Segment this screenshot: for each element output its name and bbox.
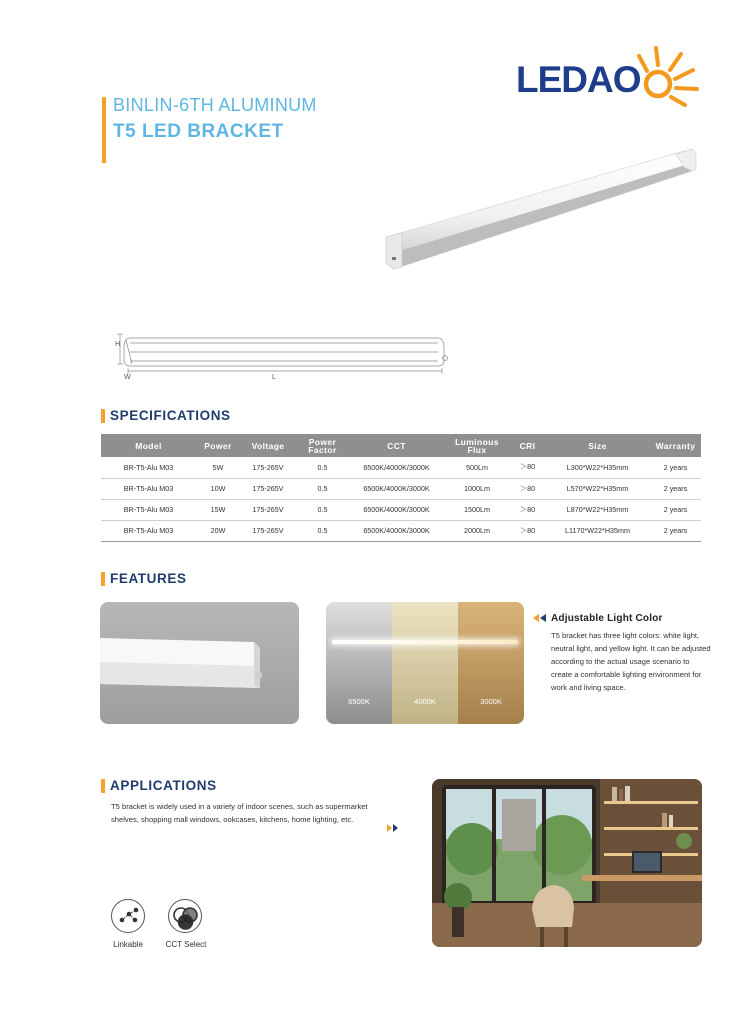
ledao-logo	[516, 42, 701, 108]
cell-warranty: 2 years	[650, 457, 701, 478]
cell-warranty: 2 years	[650, 478, 701, 499]
cell-cri: ＞80	[510, 520, 545, 541]
cell-power: 20W	[196, 520, 240, 541]
product-image	[380, 145, 700, 280]
cell-flux: 1000Lm	[444, 478, 510, 499]
spec-header-row	[101, 434, 701, 457]
cell-model: BR-T5-Alu M03	[101, 499, 196, 520]
title-line-1: BINLIN-6TH ALUMINUM	[113, 95, 317, 115]
cell-cri: ＞80	[510, 457, 545, 478]
spec-table	[101, 434, 701, 542]
sun-icon	[631, 42, 701, 108]
cct-label: 3000K	[480, 697, 502, 706]
col-header: Size	[545, 434, 650, 457]
title-accent-bar	[102, 97, 106, 163]
title-line-2: T5 LED BRACKET	[113, 121, 284, 142]
cell-cri: ＞80	[510, 499, 545, 520]
specifications-title: SPECIFICATIONS	[110, 408, 231, 423]
features-accent-bar	[101, 572, 105, 586]
col-header: CCT	[349, 434, 444, 457]
col-header: Model	[101, 434, 196, 457]
cct-comparison-image	[326, 602, 524, 724]
cell-flux: 2000Lm	[444, 520, 510, 541]
applications-accent-bar	[101, 779, 105, 793]
col-header: Warranty	[650, 434, 701, 457]
cct-panel-4000k	[392, 602, 458, 724]
dim-h-label: H	[115, 341, 121, 348]
cell-cri: ＞80	[510, 478, 545, 499]
dim-l-label: L	[272, 374, 276, 381]
cell-voltage: 175-265V	[240, 499, 296, 520]
cell-model: BR-T5-Alu M03	[101, 478, 196, 499]
double-arrow-left-icon	[533, 614, 547, 622]
double-arrow-right-icon	[387, 824, 399, 832]
cct-panel-3000k	[458, 602, 524, 724]
cell-voltage: 175-265V	[240, 520, 296, 541]
cell-cct: 6500K/4000K/3000K	[349, 478, 444, 499]
cell-power-factor: 0.5	[296, 499, 349, 520]
cct-select-icon	[169, 900, 203, 934]
cell-flux: 500Lm	[444, 457, 510, 478]
cell-power-factor: 0.5	[296, 478, 349, 499]
cct-select-badge	[168, 899, 202, 933]
cct-label: 6500K	[348, 697, 370, 706]
cell-cct: 6500K/4000K/3000K	[349, 499, 444, 520]
cct-panel-6500k	[326, 602, 392, 724]
col-header: Power Factor	[296, 434, 349, 457]
table-row	[101, 520, 701, 541]
application-room-photo	[432, 779, 702, 947]
cell-power: 10W	[196, 478, 240, 499]
col-header: CRI	[510, 434, 545, 457]
linkable-label: Linkable	[113, 940, 143, 949]
cell-size: L570*W22*H35mm	[545, 478, 650, 499]
cell-model: BR-T5-Alu M03	[101, 457, 196, 478]
light-beam	[332, 640, 518, 644]
linkable-icon	[112, 900, 146, 934]
applications-title: APPLICATIONS	[110, 778, 217, 793]
cell-power: 15W	[196, 499, 240, 520]
feature-description: T5 bracket has three light colors: white light, neutral light, and yellow light. It can be adjusted according to the actual usage scenario to create a comfortable lighting environment for work and living space.	[551, 631, 711, 693]
cell-warranty: 2 years	[650, 499, 701, 520]
table-row	[101, 457, 701, 478]
cell-cct: 6500K/4000K/3000K	[349, 520, 444, 541]
specifications-accent-bar	[101, 409, 105, 423]
cell-flux: 1500Lm	[444, 499, 510, 520]
cell-size: L300*W22*H35mm	[545, 457, 650, 478]
features-title: FEATURES	[110, 571, 187, 586]
table-row	[101, 478, 701, 499]
applications-description: T5 bracket is widely used in a variety of indoor scenes, such as supermarket shelves, shopping mall windows, ookcases, kitchens, home lighting, etc.	[111, 802, 368, 824]
col-header: Voltage	[240, 434, 296, 457]
cct-label: 4000K	[414, 697, 436, 706]
feature-heading: Adjustable Light Color	[551, 613, 663, 624]
cell-size: L1170*W22*H35mm	[545, 520, 650, 541]
col-header: Luminous Flux	[444, 434, 510, 457]
cell-power-factor: 0.5	[296, 457, 349, 478]
cell-power: 5W	[196, 457, 240, 478]
cell-voltage: 175-265V	[240, 457, 296, 478]
cell-warranty: 2 years	[650, 520, 701, 541]
table-row	[101, 499, 701, 520]
dim-w-label: W	[124, 374, 131, 381]
cct-select-label: CCT Select	[165, 940, 207, 949]
cell-size: L870*W22*H35mm	[545, 499, 650, 520]
linkable-badge	[111, 899, 145, 933]
cell-voltage: 175-265V	[240, 478, 296, 499]
col-header: Power	[196, 434, 240, 457]
cell-cct: 6500K/4000K/3000K	[349, 457, 444, 478]
logo-text: LEDAO	[516, 59, 641, 100]
cell-power-factor: 0.5	[296, 520, 349, 541]
dimension-drawing	[112, 330, 452, 385]
cell-model: BR-T5-Alu M03	[101, 520, 196, 541]
product-closeup-image	[100, 602, 299, 724]
